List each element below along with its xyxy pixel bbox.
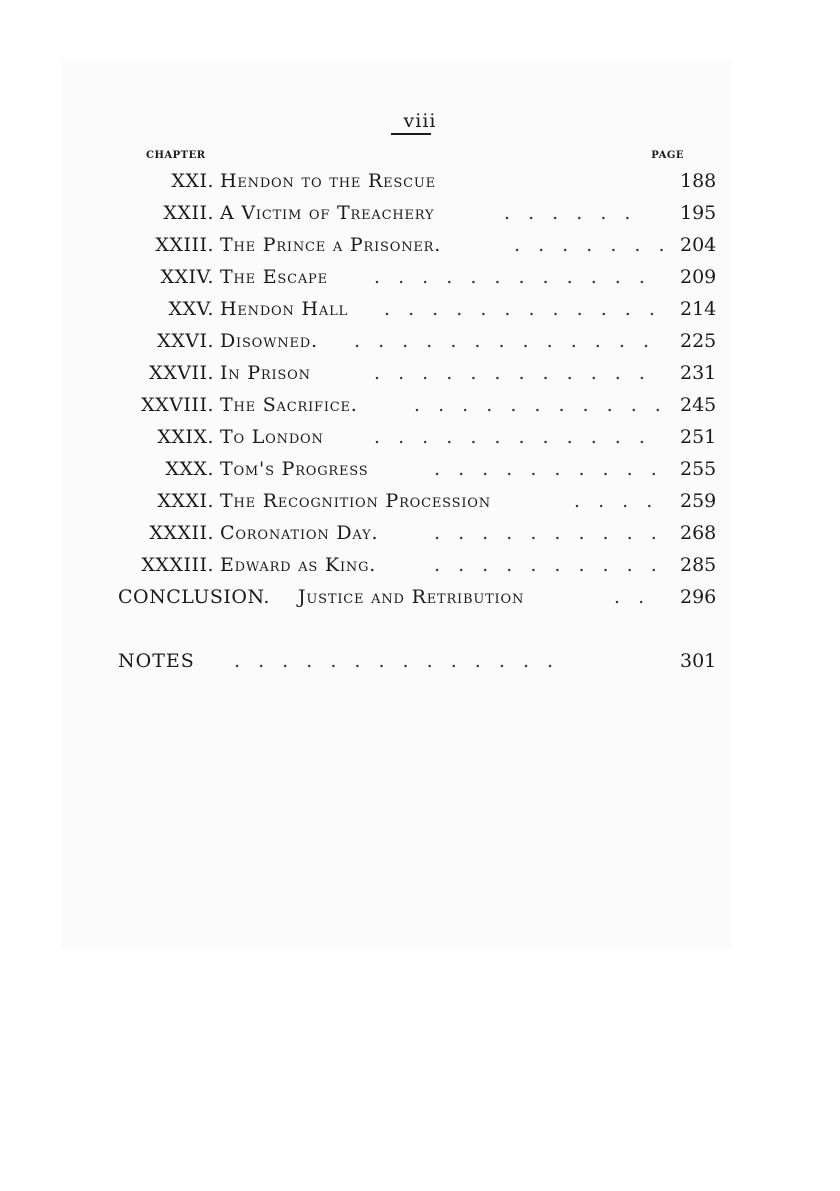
page-ref: 214 [680, 298, 717, 320]
chapter-title: The Prince a Prisoner. [220, 234, 442, 256]
toc-row [0, 198, 840, 228]
header-rule [391, 133, 431, 135]
chapter-title: Disowned. [220, 330, 318, 352]
page-ref: 251 [680, 426, 717, 448]
chapter-number: XXIII. [155, 234, 214, 256]
chapter-number: XXVIII. [141, 394, 214, 416]
chapter-number: XXV. [168, 298, 214, 320]
toc-row [0, 390, 840, 420]
chapter-title: Edward as King. [220, 554, 377, 576]
chapter-title: The Sacrifice. [220, 394, 358, 416]
toc-row [0, 294, 840, 324]
chapter-title: A Victim of Treachery [220, 202, 435, 224]
toc-row [0, 454, 840, 484]
chapter-title: Hendon Hall [220, 298, 348, 320]
dot-leader: . . . . . . . . . . . . [384, 298, 661, 320]
dot-leader: . . . . . . . . . . [434, 554, 663, 576]
dot-leader: . . . . . . . . . . [434, 522, 663, 544]
chapter-number: XXX. [165, 458, 214, 480]
notes-label: NOTES [118, 650, 195, 672]
conclusion-title: Justice and Retribution [298, 586, 525, 608]
dot-leader: . . . . . . . . . . . . [374, 362, 651, 384]
chapter-number: XXVI. [157, 330, 214, 352]
toc-row [0, 422, 840, 452]
page-ref: 268 [680, 522, 717, 544]
chapter-number: XXII. [163, 202, 214, 224]
toc-row [0, 518, 840, 548]
page-ref: 204 [680, 234, 717, 256]
conclusion-label: CONCLUSION. [118, 586, 270, 608]
chapter-title: Hendon to the Rescue [220, 170, 436, 192]
toc-row-notes [0, 646, 840, 676]
chapter-number: XXIX. [157, 426, 214, 448]
chapter-title: The Recognition Procession [220, 490, 491, 512]
page-ref: 296 [680, 586, 717, 608]
chapter-number: XXIV. [160, 266, 214, 288]
dot-leader: . . . . . . . . . . . . . [354, 330, 655, 352]
dot-leader: . . . . . . . [514, 234, 671, 256]
toc-row [0, 262, 840, 292]
dot-leader: . . . . . . . . . . [434, 458, 663, 480]
dot-leader: . . . . . . . . . . . . [374, 266, 651, 288]
dot-leader: . . . . . . . . . . . [414, 394, 667, 416]
chapter-title: To London [220, 426, 324, 448]
dot-leader: . . . . [574, 490, 659, 512]
chapter-number: XXXI. [157, 490, 214, 512]
chapter-title: The Escape [220, 266, 328, 288]
toc-row [0, 230, 840, 260]
toc-row [0, 550, 840, 580]
page-ref: 195 [680, 202, 717, 224]
dot-leader: . . . . . . . . . . . . [374, 426, 651, 448]
page-ref: 255 [680, 458, 717, 480]
page-ref: 209 [680, 266, 717, 288]
chapter-number: XXXII. [149, 522, 214, 544]
chapter-column-label: CHAPTER [146, 150, 206, 161]
page-ref: 231 [680, 362, 717, 384]
page-ref: 188 [680, 170, 717, 192]
dot-leader: . . . . . . . . . . . . . . [234, 650, 560, 672]
page-ref: 225 [680, 330, 717, 352]
page-ref: 259 [680, 490, 717, 512]
toc-row-conclusion [0, 582, 840, 612]
page-ref: 301 [680, 650, 717, 672]
toc-row [0, 326, 840, 356]
dot-leader: . . . . . . [504, 202, 637, 224]
page-ref: 285 [680, 554, 717, 576]
toc-row [0, 358, 840, 388]
chapter-number: XXI. [171, 170, 214, 192]
chapter-title: In Prison [220, 362, 311, 384]
chapter-title: Coronation Day. [220, 522, 379, 544]
chapter-title: Tom's Progress [220, 458, 369, 480]
dot-leader: . . [614, 586, 651, 608]
chapter-number: XXXIII. [141, 554, 214, 576]
toc-row [0, 166, 840, 196]
page-number: viii [403, 110, 437, 132]
page-ref: 245 [680, 394, 717, 416]
toc-row [0, 486, 840, 516]
chapter-number: XXVII. [149, 362, 214, 384]
page-column-label: PAGE [651, 150, 684, 161]
